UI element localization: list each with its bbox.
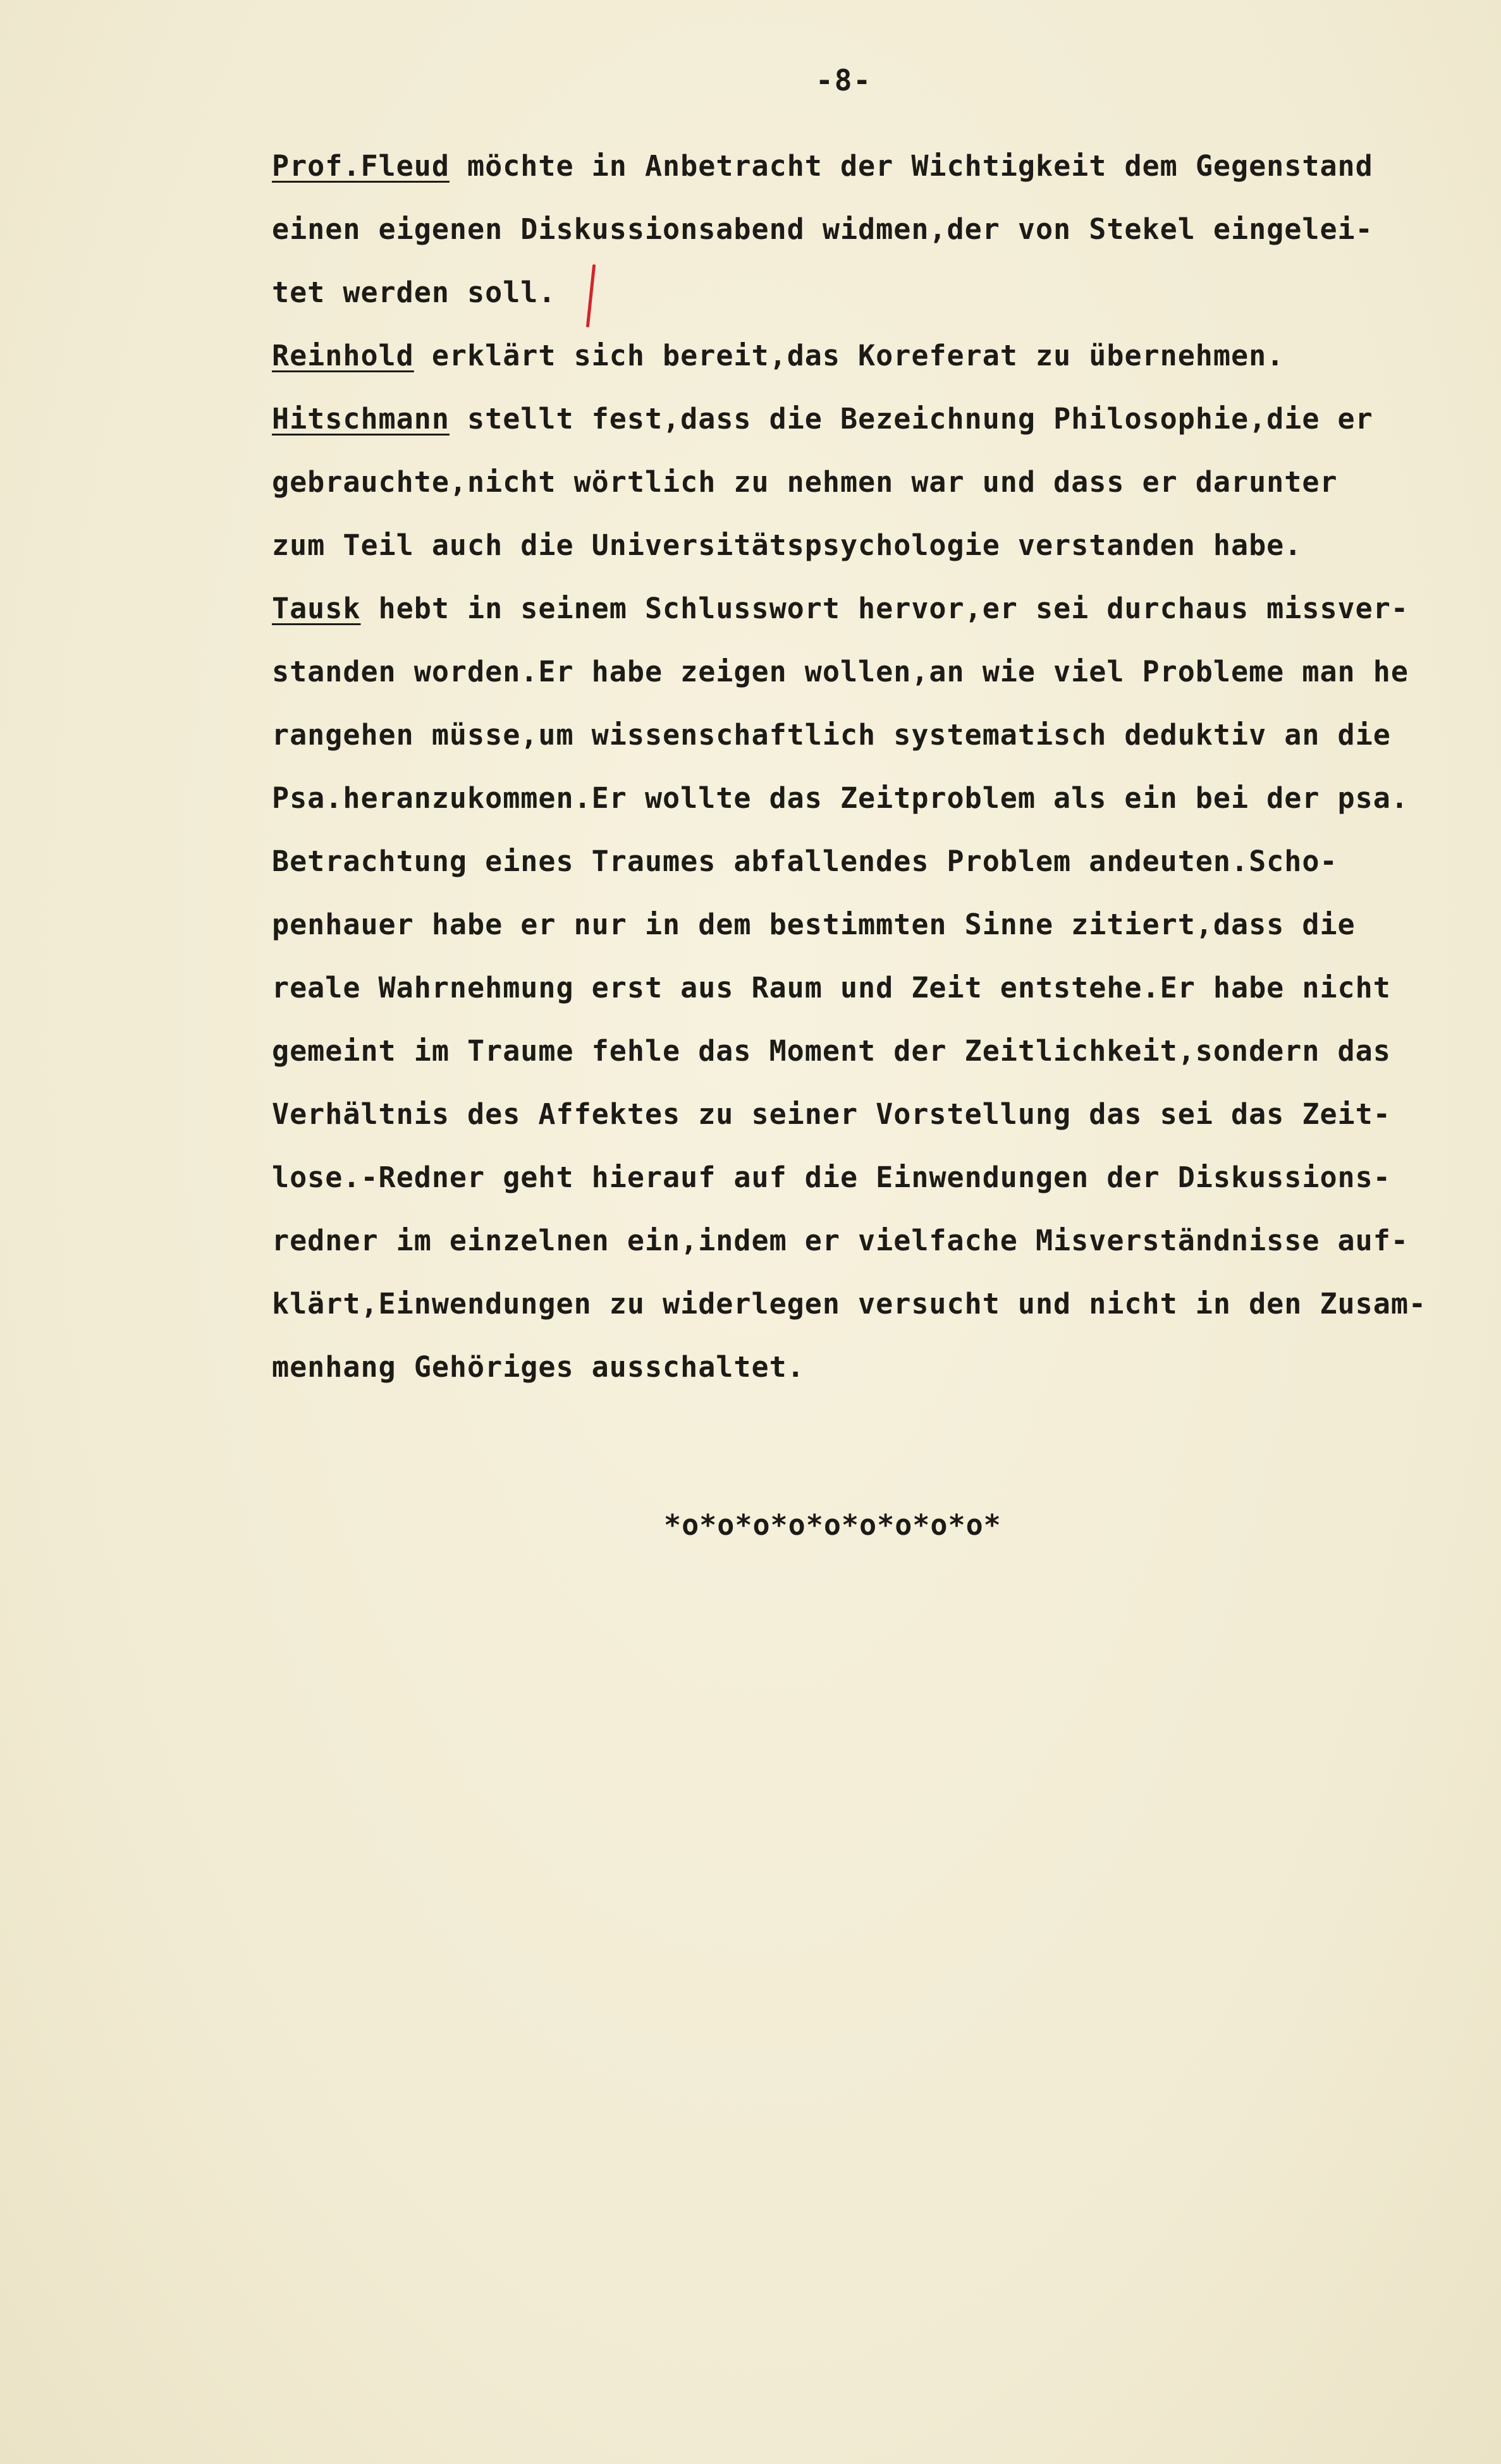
line-text: tet werden soll. <box>272 276 556 309</box>
line-text: rangehen müsse,um wissenschaftlich systematisch deduktiv an die <box>272 718 1391 752</box>
line-text: penhauer habe er nur in dem bestimmten Sinne zitiert,dass die <box>272 908 1356 941</box>
line-text: hebt in seinem Schlusswort hervor,er sei durchaus missver- <box>360 592 1409 625</box>
speaker-name: Reinhold <box>272 339 414 372</box>
line-text: einen eigenen Diskussionsabend widmen,der von Stekel eingelei- <box>272 212 1373 246</box>
line-text: Psa.heranzukommen.Er wollte das Zeitproblem als ein bei der psa. <box>272 781 1409 815</box>
text-line <box>272 402 1373 436</box>
line-text: möchte in Anbetracht der Wichtigkeit dem Gegenstand <box>449 149 1373 183</box>
speaker-name: Prof.Fleud <box>272 149 450 183</box>
line-text: gebrauchte,nicht wörtlich zu nehmen war und dass er darunter <box>272 465 1338 499</box>
text-line <box>272 341 1284 370</box>
line-text: menhang Gehöriges ausschaltet. <box>272 1350 805 1384</box>
text-line <box>272 910 1356 939</box>
line-text: standen worden.Er habe zeigen wollen,an wie viel Probleme man he <box>272 655 1409 688</box>
text-line <box>272 212 1373 246</box>
line-text: reale Wahrnehmung erst aus Raum und Zeit entstehe.Er habe nicht <box>272 971 1391 1004</box>
line-text: gemeint im Traume fehle das Moment der Zeitlichkeit,sondern das <box>272 1034 1391 1068</box>
line-text: Verhältnis des Affektes zu seiner Vorstellung das sei das Zeit- <box>272 1097 1391 1131</box>
text-line <box>272 278 556 307</box>
text-line <box>272 1097 1391 1131</box>
text-line <box>272 149 1373 183</box>
line-text: stellt fest,dass die Bezeichnung Philosophie,die er <box>449 402 1373 436</box>
text-line <box>272 845 1338 878</box>
line-text: erklärt sich bereit,das Koreferat zu übernehmen. <box>414 339 1285 372</box>
section-separator: *o*o*o*o*o*o*o*o*o* <box>664 1508 1002 1542</box>
text-line <box>272 528 1302 562</box>
line-text: lose.-Redner geht hierauf auf die Einwendungen der Diskussions- <box>272 1161 1391 1194</box>
text-line <box>272 657 1409 686</box>
speaker-name: Hitschmann <box>272 402 450 436</box>
line-text: klärt,Einwendungen zu widerlegen versucht und nicht in den Zusam- <box>272 1287 1426 1320</box>
text-line <box>272 594 1409 623</box>
text-line <box>272 1226 1409 1255</box>
text-line <box>272 1350 805 1384</box>
page-number: -8- <box>816 63 873 97</box>
text-line <box>272 1163 1391 1192</box>
line-text: zum Teil auch die Universitätspsychologie verstanden habe. <box>272 528 1302 562</box>
text-line <box>272 1034 1391 1068</box>
line-text: redner im einzelnen ein,indem er vielfache Misverständnisse auf- <box>272 1224 1409 1257</box>
red-pencil-mark <box>586 264 596 327</box>
text-line <box>272 781 1409 815</box>
text-line <box>272 973 1391 1002</box>
line-text: Betrachtung eines Traumes abfallendes Problem andeuten.Scho- <box>272 845 1338 878</box>
speaker-name: Tausk <box>272 592 361 625</box>
text-line <box>272 1287 1426 1320</box>
text-line <box>272 718 1391 752</box>
text-line <box>272 465 1338 499</box>
